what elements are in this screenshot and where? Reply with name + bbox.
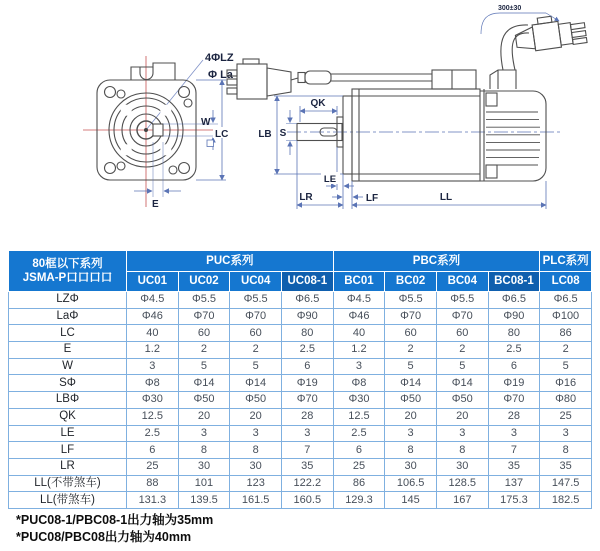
motor-body (352, 89, 480, 181)
spec-cell: 145 (385, 492, 437, 509)
spec-cell: 30 (385, 458, 437, 475)
spec-cell: 3 (385, 425, 437, 442)
spec-cell: 101 (178, 475, 230, 492)
spec-cell: 6 (281, 358, 333, 375)
encoder-connector (513, 12, 587, 53)
spec-cell: Φ14 (436, 375, 488, 392)
spec-cell: 6 (127, 442, 179, 459)
spec-cell: 137 (488, 475, 540, 492)
spec-cell: 6 (333, 442, 385, 459)
spec-cell: 3 (178, 425, 230, 442)
table-corner-header (9, 251, 127, 292)
row-label: W (9, 358, 127, 375)
corner-line1: 80框以下系列 (32, 258, 103, 270)
row-label: SΦ (9, 375, 127, 392)
spec-cell: 86 (333, 475, 385, 492)
spec-cell: Φ70 (281, 392, 333, 409)
series-group-plc: PLC系列 (540, 251, 592, 272)
table-row (9, 408, 592, 425)
spec-cell: 30 (178, 458, 230, 475)
col-header: UC01 (127, 272, 179, 292)
dim-label-ll: LL (439, 192, 453, 203)
table-row (9, 358, 592, 375)
spec-cell: 139.5 (178, 492, 230, 509)
spec-cell: 60 (178, 325, 230, 342)
motor-front-view (83, 52, 234, 210)
spec-cell: 40 (333, 325, 385, 342)
spec-cell: Φ90 (488, 308, 540, 325)
spec-cell: 3 (281, 425, 333, 442)
table-row (9, 425, 592, 442)
table-row (9, 475, 592, 492)
keyway-symbol (207, 140, 214, 147)
connector-tab-slot (140, 67, 153, 80)
spec-table (8, 250, 592, 509)
col-header: BC04 (436, 272, 488, 292)
spec-cell: 40 (127, 325, 179, 342)
dim-label-lr: LR (299, 192, 313, 203)
spec-cell: 25 (127, 458, 179, 475)
spec-cell: 7 (281, 442, 333, 459)
spec-cell: 160.5 (281, 492, 333, 509)
table-row (9, 375, 592, 392)
spec-cell: Φ8 (127, 375, 179, 392)
series-group-pbc: PBC系列 (333, 251, 540, 272)
spec-cell: Φ14 (230, 375, 282, 392)
spec-cell: Φ5.5 (178, 292, 230, 309)
col-header: BC01 (333, 272, 385, 292)
spec-cell: 2.5 (127, 425, 179, 442)
shaft-center (144, 128, 148, 132)
dim-label-w: W (201, 117, 211, 128)
spec-cell: 131.3 (127, 492, 179, 509)
spec-cell: Φ6.5 (540, 292, 592, 309)
spec-cell: Φ6.5 (281, 292, 333, 309)
spec-cell: Φ19 (488, 375, 540, 392)
table-row (9, 325, 592, 342)
spec-cell: 30 (436, 458, 488, 475)
spec-cell: 161.5 (230, 492, 282, 509)
col-header: BC08-1 (488, 272, 540, 292)
spec-cell: 128.5 (436, 475, 488, 492)
spec-cell: 8 (540, 442, 592, 459)
series-header-row (9, 251, 592, 272)
spec-cell: 8 (230, 442, 282, 459)
col-header: UC04 (230, 272, 282, 292)
table-row (9, 458, 592, 475)
spec-cell: 28 (281, 408, 333, 425)
spec-cell: 1.2 (333, 342, 385, 359)
spec-cell: 8 (178, 442, 230, 459)
technical-drawing (0, 0, 600, 248)
spec-cell: 2 (385, 342, 437, 359)
spec-cell: Φ70 (178, 308, 230, 325)
spec-cell: 20 (385, 408, 437, 425)
row-label: LF (9, 442, 127, 459)
row-label: E (9, 342, 127, 359)
spec-cell: 88 (127, 475, 179, 492)
encoder-ribs (486, 112, 540, 165)
spec-cell: 8 (436, 442, 488, 459)
motor-side-view (227, 5, 587, 209)
spec-cell: Φ80 (540, 392, 592, 409)
spec-cell: Φ70 (488, 392, 540, 409)
row-label: LE (9, 425, 127, 442)
spec-cell: 1.2 (127, 342, 179, 359)
cable-clamp (490, 70, 516, 89)
spec-cell: 86 (540, 325, 592, 342)
dim-label-qk: QK (310, 98, 326, 109)
encoder-housing (480, 91, 546, 181)
spec-cell: 167 (436, 492, 488, 509)
spec-cell: 5 (540, 358, 592, 375)
spec-cell: Φ4.5 (333, 292, 385, 309)
spec-cell: Φ8 (333, 375, 385, 392)
spec-cell: Φ5.5 (230, 292, 282, 309)
spec-cell: 2 (230, 342, 282, 359)
spec-cell: Φ6.5 (488, 292, 540, 309)
dim-label-s: S (279, 128, 287, 139)
table-row (9, 442, 592, 459)
spec-cell: 2 (178, 342, 230, 359)
table-row (9, 492, 592, 509)
cable-ferrite (305, 71, 331, 84)
col-header: UC02 (178, 272, 230, 292)
corner-line2: JSMA-P口口口口 (22, 272, 113, 284)
spec-cell: Φ46 (127, 308, 179, 325)
spec-cell: 35 (540, 458, 592, 475)
encoder-clip (486, 165, 497, 178)
spec-cell: Φ70 (230, 308, 282, 325)
spec-cell: 3 (230, 425, 282, 442)
spec-cell: 80 (281, 325, 333, 342)
row-label: LBΦ (9, 392, 127, 409)
spec-cell: 123 (230, 475, 282, 492)
bolt-hole (169, 166, 177, 174)
spec-cell: 25 (540, 408, 592, 425)
series-group-puc: PUC系列 (127, 251, 334, 272)
spec-cell: 20 (178, 408, 230, 425)
spec-cell: 106.5 (385, 475, 437, 492)
table-row (9, 342, 592, 359)
footnote-2: *PUC08/PBC08出力轴为40mm (16, 529, 192, 544)
spec-cell: Φ70 (385, 308, 437, 325)
dim-label-le: LE (323, 174, 337, 185)
spec-cell: 2 (540, 342, 592, 359)
spec-table-body (9, 292, 592, 509)
bolt-hole (117, 162, 125, 170)
spec-cell: 60 (230, 325, 282, 342)
spec-cell: Φ14 (385, 375, 437, 392)
spec-cell: Φ14 (178, 375, 230, 392)
flange-plate (343, 96, 352, 174)
spec-cell: Φ100 (540, 308, 592, 325)
spec-cell: Φ30 (127, 392, 179, 409)
spec-cell: Φ46 (333, 308, 385, 325)
spec-cell: 5 (230, 358, 282, 375)
spec-cell: Φ5.5 (436, 292, 488, 309)
row-label: LC (9, 325, 127, 342)
footnotes (16, 512, 213, 545)
bolt-hole (179, 87, 190, 98)
dim-label-lc: LC (215, 129, 229, 140)
spec-cell: Φ30 (333, 392, 385, 409)
table-row (9, 392, 592, 409)
spec-cell: 8 (385, 442, 437, 459)
spec-cell: 80 (488, 325, 540, 342)
spec-cell: 3 (488, 425, 540, 442)
spec-cell: 20 (436, 408, 488, 425)
keyway (153, 124, 163, 136)
bolt-hole (105, 87, 116, 98)
dim-label-bolt-holes: 4ΦLZ (205, 52, 234, 64)
bolt-hole (179, 163, 190, 174)
spec-cell: 35 (281, 458, 333, 475)
spec-cell: Φ50 (178, 392, 230, 409)
encoder-clip (486, 93, 497, 106)
spec-cell: 2 (436, 342, 488, 359)
spec-cell: 122.2 (281, 475, 333, 492)
spec-cell: 35 (488, 458, 540, 475)
row-label: LL(带煞车) (9, 492, 127, 509)
spec-cell: 12.5 (127, 408, 179, 425)
spec-cell: 129.3 (333, 492, 385, 509)
spec-cell: 3 (333, 358, 385, 375)
row-label: LR (9, 458, 127, 475)
dim-label-e: E (152, 199, 159, 210)
spec-cell: 3 (436, 425, 488, 442)
spec-cell: 5 (178, 358, 230, 375)
dim-line-cable-length (481, 13, 546, 34)
spec-cell: Φ5.5 (385, 292, 437, 309)
spec-cell: 3 (127, 358, 179, 375)
spec-cell: 28 (488, 408, 540, 425)
row-label: LaΦ (9, 308, 127, 325)
dim-label-cable-length: 300±30 (498, 5, 522, 12)
spec-cell: 25 (333, 458, 385, 475)
spec-cell: 3 (540, 425, 592, 442)
row-label: LL(不带煞车) (9, 475, 127, 492)
spec-cell: Φ90 (281, 308, 333, 325)
spec-cell: 5 (385, 358, 437, 375)
table-row (9, 292, 592, 309)
footnote-1: *PUC08-1/PBC08-1出力轴为35mm (16, 513, 214, 527)
col-header: UC08-1 (281, 272, 333, 292)
encoder-cable (512, 33, 529, 70)
spec-cell: 20 (230, 408, 282, 425)
spec-cell: Φ50 (385, 392, 437, 409)
spec-cell: 182.5 (540, 492, 592, 509)
col-header: BC02 (385, 272, 437, 292)
spec-cell: 147.5 (540, 475, 592, 492)
dim-label-pilot: Φ La (208, 69, 233, 81)
spec-cell: 7 (488, 442, 540, 459)
row-label: LZΦ (9, 292, 127, 309)
dim-label-lb: LB (258, 129, 272, 140)
spec-cell: 5 (436, 358, 488, 375)
spec-cell: Φ4.5 (127, 292, 179, 309)
cable-exit-block (432, 70, 476, 89)
spec-cell: 2.5 (281, 342, 333, 359)
spec-cell: 6 (488, 358, 540, 375)
table-row (9, 308, 592, 325)
spec-cell: 60 (436, 325, 488, 342)
dim-label-lf: LF (365, 193, 379, 204)
power-connector (227, 59, 291, 99)
spec-cell: 2.5 (333, 425, 385, 442)
bolt-hole (117, 90, 125, 98)
spec-cell: 175.3 (488, 492, 540, 509)
spec-cell: 60 (385, 325, 437, 342)
row-label: QK (9, 408, 127, 425)
bolt-hole (105, 163, 116, 174)
spec-cell: Φ70 (436, 308, 488, 325)
spec-cell: Φ16 (540, 375, 592, 392)
spec-cell: Φ50 (230, 392, 282, 409)
col-header: LC08 (540, 272, 592, 292)
spec-cell: 12.5 (333, 408, 385, 425)
bolt-hole (184, 99, 192, 107)
spec-cell: Φ50 (436, 392, 488, 409)
spec-cell: Φ19 (281, 375, 333, 392)
spec-cell: 30 (230, 458, 282, 475)
spec-cell: 2.5 (488, 342, 540, 359)
